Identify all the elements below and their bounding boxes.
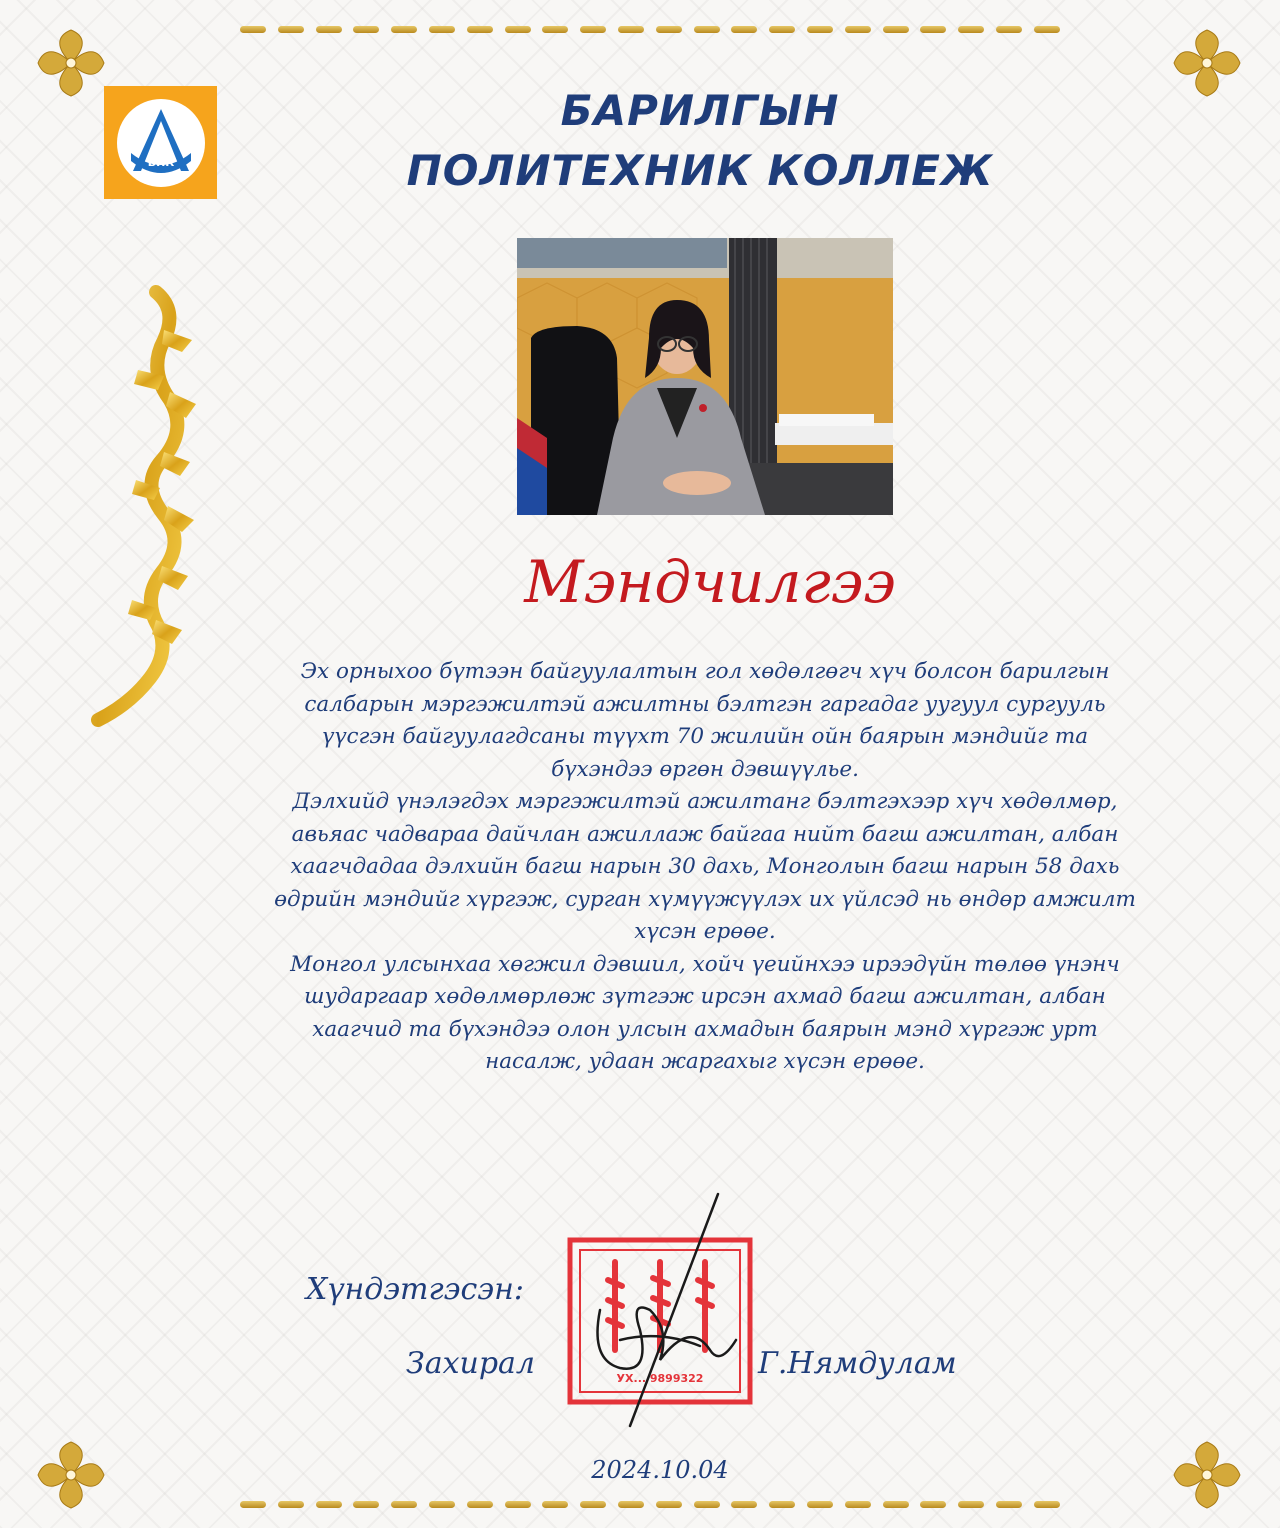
svg-text:БПК: БПК	[147, 155, 174, 169]
director-photo	[517, 238, 893, 515]
gold-dash	[240, 26, 266, 33]
gold-dash	[278, 1501, 304, 1508]
gold-dash	[618, 1501, 644, 1508]
body-paragraph: Дэлхийд үнэлэгдэх мэргэжилтэй ажилтанг бэлтгэхээр хүч хөдөлмөр, авьяас чадвараа дайчлан ажиллаж байгаа нийт багш ажилтан, албан хаагчдадаа дэлхийн багш нарын 30 дахь, Монголын багш нарын 58 дахь өдрийн мэндийг хүргэж, сурган хүмүүжүүлэх их үйлсэд нь өндөр амжилт хүсэн ерөөе.	[274, 789, 1136, 944]
gold-dash	[769, 26, 795, 33]
gold-dash	[845, 1501, 871, 1508]
mongol-script-calligraphy	[78, 280, 208, 750]
gold-dash	[580, 26, 606, 33]
corner-ornament-icon	[1172, 1440, 1242, 1510]
gold-dash	[996, 1501, 1022, 1508]
gold-dash	[542, 1501, 568, 1508]
body-paragraph: Монгол улсынхаа хөгжил дэвшил, хойч үеийнхээ ирээдүйн төлөө үнэнч шударгаар хөдөлмөрлөж зүтгэж ирсэн ахмад багш ажилтан, албан хаагчид та бүхэндээ олон улсын ахмадын баярын мэнд хүргэж урт насалж, удаан жаргахыг хүсэн ерөөе.	[290, 951, 1120, 1074]
gold-dash	[353, 1501, 379, 1508]
corner-ornament-icon	[36, 1440, 106, 1510]
corner-ornament-icon	[1172, 28, 1242, 98]
gold-dash	[278, 26, 304, 33]
gold-dash	[694, 1501, 720, 1508]
gold-dash	[467, 26, 493, 33]
gold-dash	[807, 26, 833, 33]
bottom-gold-border	[240, 1499, 1060, 1509]
gold-dash	[1034, 1501, 1060, 1508]
gold-dash	[316, 26, 342, 33]
gold-dash	[580, 1501, 606, 1508]
gold-dash	[429, 26, 455, 33]
official-stamp-and-signature	[560, 1190, 760, 1430]
body-paragraph: Эх орныхоо бүтээн байгуулалтын гол хөдөлгөгч хүч болсон барилгын салбарын мэргэжилтэй ажилтны бэлтгэн гаргадаг уугуул сургууль үүсгэн байгуулагдсаны түүхт 70 жилийн ойн баярын мэндийг та бүхэндээ өргөн дэвшүүлье.	[300, 659, 1110, 782]
gold-dash	[1034, 26, 1060, 33]
gold-dash	[883, 1501, 909, 1508]
gold-dash	[353, 26, 379, 33]
college-title-line2: ПОЛИТЕХНИК КОЛЛЕЖ	[406, 146, 994, 195]
gold-dash	[920, 1501, 946, 1508]
gold-dash	[542, 26, 568, 33]
gold-dash	[656, 1501, 682, 1508]
gold-dash	[883, 26, 909, 33]
corner-ornament-icon	[36, 28, 106, 98]
gold-dash	[316, 1501, 342, 1508]
college-logo	[104, 86, 217, 199]
gold-dash	[958, 1501, 984, 1508]
gold-dash	[807, 1501, 833, 1508]
gold-dash	[996, 26, 1022, 33]
greeting-body	[270, 656, 1140, 1079]
gold-dash	[769, 1501, 795, 1508]
signer-role: Захирал	[406, 1346, 536, 1381]
gold-dash	[467, 1501, 493, 1508]
gold-dash	[958, 26, 984, 33]
gold-dash	[845, 26, 871, 33]
gold-dash	[656, 26, 682, 33]
gold-dash	[429, 1501, 455, 1508]
gold-dash	[505, 26, 531, 33]
signer-name: Г.Нямдулам	[758, 1346, 957, 1381]
svg-text:УХ... 9899322: УХ... 9899322	[616, 1372, 704, 1385]
gold-dash	[731, 1501, 757, 1508]
gold-dash	[731, 26, 757, 33]
gold-dash	[505, 1501, 531, 1508]
gold-dash	[240, 1501, 266, 1508]
gold-dash	[920, 26, 946, 33]
greeting-title: Мэндчилгээ	[524, 548, 896, 616]
gold-dash	[391, 1501, 417, 1508]
logo-a-icon	[117, 99, 205, 187]
college-title-line1: БАРИЛГЫН	[560, 86, 840, 135]
respect-label: Хүндэтгэсэн:	[306, 1272, 524, 1307]
gold-dash	[618, 26, 644, 33]
gold-dash	[694, 26, 720, 33]
logo-emblem	[117, 99, 205, 187]
top-gold-border	[240, 24, 1060, 34]
issue-date: 2024.10.04	[591, 1456, 729, 1484]
gold-dash	[391, 26, 417, 33]
